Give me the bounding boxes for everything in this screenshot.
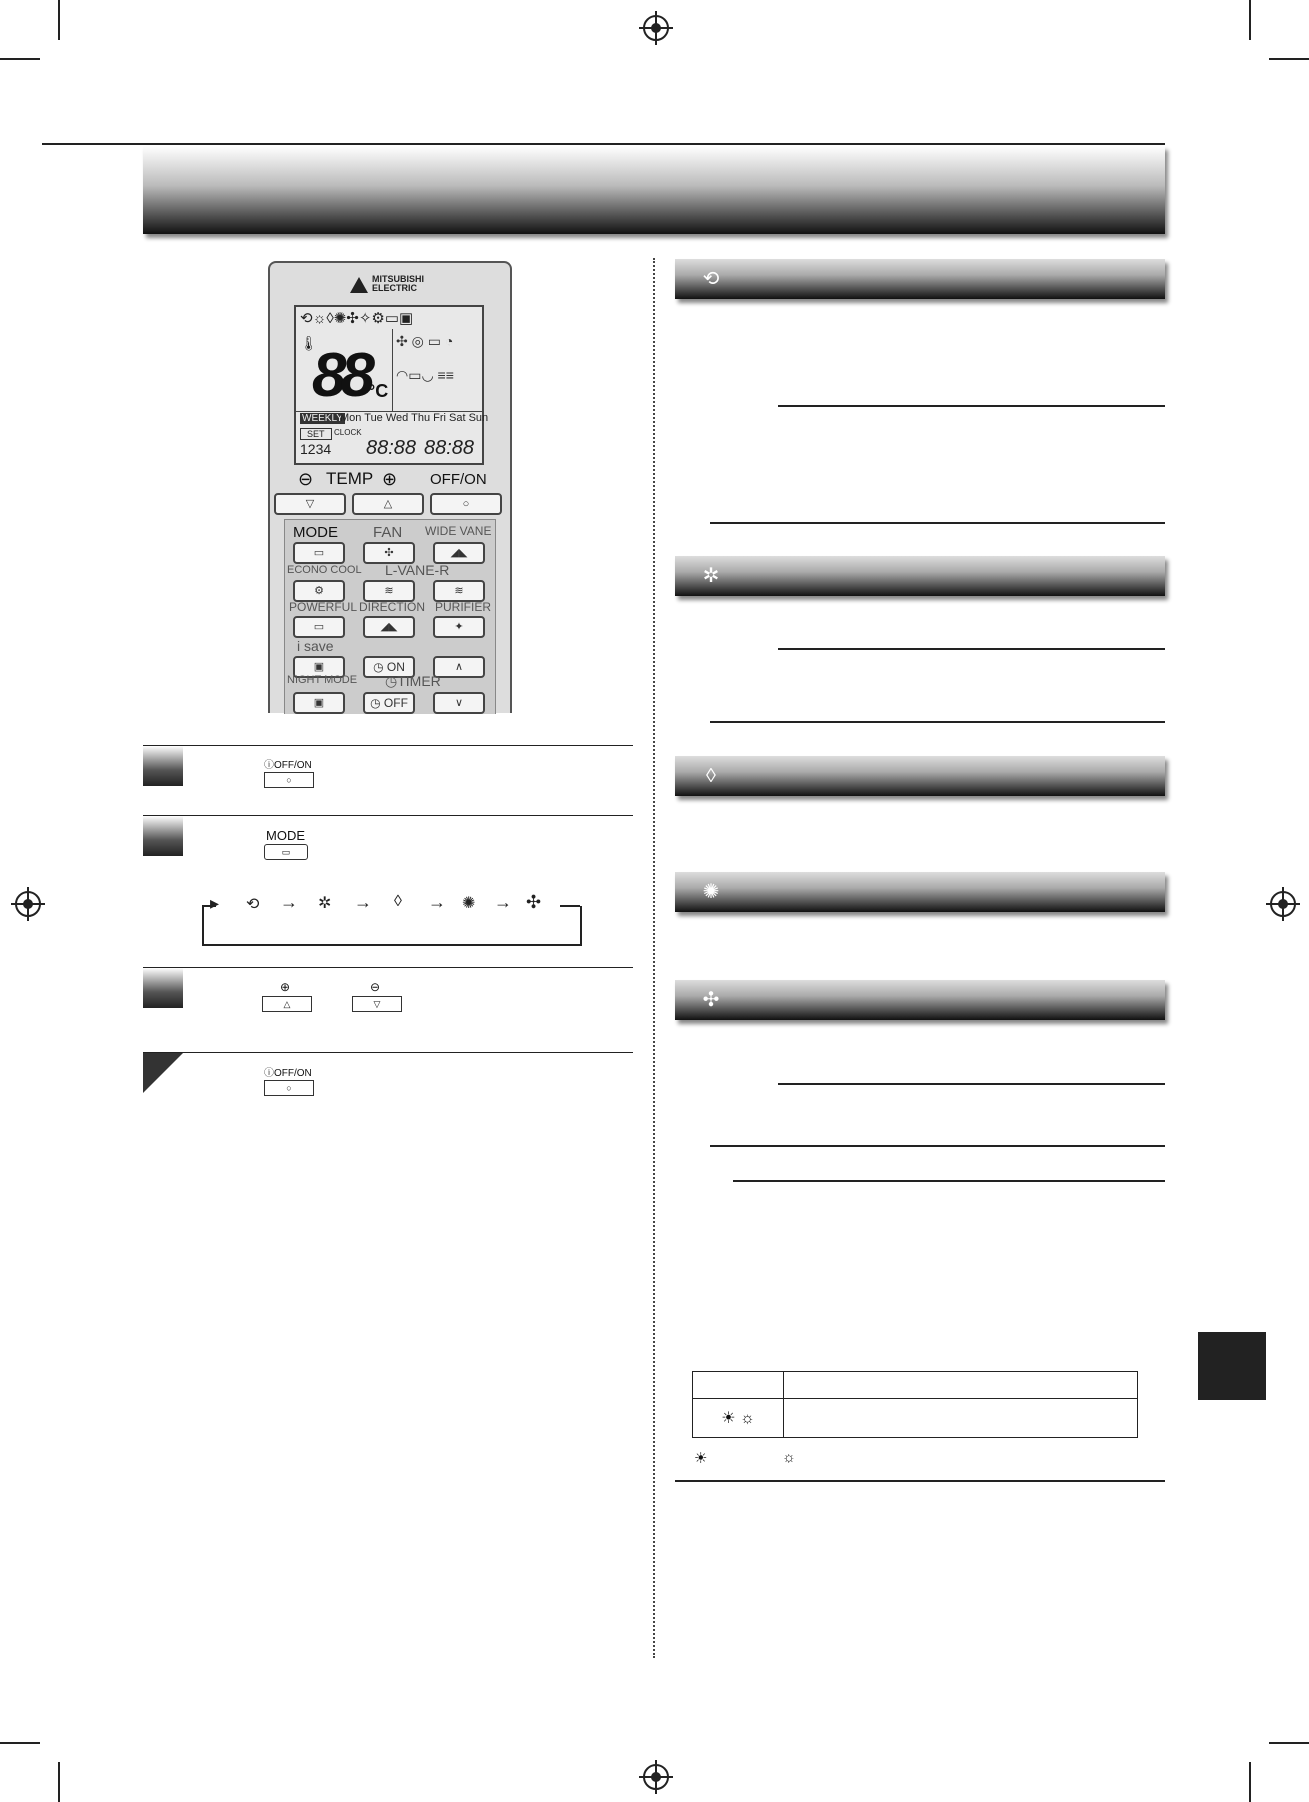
direction-label: DIRECTION [359,600,425,614]
page-thumb-tab [1198,1332,1266,1400]
registration-mark-icon [1270,891,1296,917]
mitsubishi-logo-icon [350,277,368,293]
powerful-label: POWERFUL [289,600,358,614]
lvane-right-button[interactable]: ≋ [433,580,485,602]
step-4-offon-button[interactable]: ○ [264,1080,314,1096]
step-2-button-caption: MODE [266,828,305,843]
isave-label: i save [297,638,334,654]
remote-lower-panel [284,519,496,714]
mode-button[interactable]: ▭ [293,542,345,564]
fan-label: FAN [373,524,403,541]
temp-label: TEMP [326,469,374,488]
auto-mode-icon: ⟲ [246,896,260,913]
timer-up-button[interactable]: ∧ [433,656,485,678]
section-end-rule [675,1480,1165,1482]
step-2-mode-button[interactable]: ▭ [264,844,308,860]
mode-label: MODE [293,524,338,541]
direction-button[interactable]: ◢◣ [363,616,415,638]
arrow-icon: → [354,892,372,912]
step-1-offon-button[interactable]: ○ [264,772,314,788]
registration-mark-icon [643,1764,669,1790]
section-rule [710,721,1165,723]
dry-mode-section-bar [675,756,1165,796]
fan-button[interactable]: ✣ [363,542,415,564]
mode-cycle-top-right [560,905,580,907]
crop-mark [0,58,40,60]
cool-mode-section-bar [675,556,1165,596]
step-3-temp-down-button[interactable]: ▽ [352,996,402,1012]
heat-mode-section-bar [675,872,1165,912]
section-rule [733,1180,1165,1182]
crop-mark [1249,1762,1251,1802]
lcd-unit: °C [368,381,389,401]
lamp-lit-icon: ☀ [721,1410,736,1427]
lcd-vane-icons: ◠▭◡ ≡≡ [396,367,454,383]
timer-label: ◷TIMER [385,673,441,689]
isave-button[interactable]: ▣ [293,656,345,678]
lcd-clock: CLOCK [334,428,362,437]
arrow-icon: → [280,892,298,912]
temp-down-button[interactable]: ▽ [274,493,346,515]
dry-mode-icon: ◊ [394,893,402,910]
registration-mark-icon [15,891,41,917]
fan-mode-icon: ✣ [702,989,720,1011]
fan-mode-icon: ✣ [526,892,542,912]
section-rule [710,522,1165,524]
dry-mode-icon: ◊ [706,765,716,787]
indicator-description-cell [784,1399,1138,1438]
section-rule [778,648,1165,650]
brand-name: MITSUBISHI ELECTRIC [372,274,425,293]
registration-mark-icon [643,15,669,41]
purifier-button[interactable]: ✦ [433,616,485,638]
lamp-blinking-icon: ☼ [782,1449,796,1466]
cool-mode-icon: ✲ [318,895,332,912]
lcd-time-2: 88:88 [424,437,475,459]
purifier-label: PURIFIER [435,600,492,614]
lcd-mode-icons: ⟲☼◊✺✣✧⚙▭▣ [300,310,414,327]
timer-on-text: ON [386,660,405,674]
night-mode-label: NIGHT MODE [287,674,358,686]
remote-controller [268,261,512,713]
lamp-blinking-icon: ☼ [740,1410,755,1427]
heat-mode-icon: ✺ [702,881,720,903]
lcd-nums: 1234 [300,441,332,457]
heat-mode-icon: ✺ [462,895,476,912]
crop-mark [58,1762,60,1802]
powerful-button[interactable]: ▭ [293,616,345,638]
plus-icon: ⊕ [280,980,291,994]
section-rule [778,1083,1165,1085]
econo-cool-label: ECONO COOL [287,564,362,576]
timer-on-button[interactable]: ◷ ON [363,656,415,678]
lcd-temperature: 88 [312,341,369,410]
wide-vane-button[interactable]: ◢◣ [433,542,485,564]
offon-label: OFF/ON [430,471,487,488]
step-rule [143,967,633,968]
indicator-table [692,1371,1138,1438]
step-2-marker [143,816,183,856]
cool-mode-icon: ✲ [702,565,720,587]
temp-plus-icon: ⊕ [382,469,398,489]
section-rule [778,405,1165,407]
step-4-button-caption: ⓘOFF/ON [264,1068,312,1079]
temp-minus-icon: ⊖ [298,469,314,489]
section-rule [710,1145,1165,1147]
lcd-display [294,305,489,465]
econo-cool-button[interactable]: ⚙ [293,580,345,602]
auto-mode-section-bar [675,259,1165,299]
step-rule [143,745,633,746]
lamp-lit-icon: ☀ [694,1450,708,1467]
crop-mark [1249,0,1251,40]
minus-icon: ⊖ [370,980,381,994]
offon-button[interactable]: ○ [430,493,502,515]
timer-down-button[interactable]: ∨ [433,692,485,714]
fan-mode-section-bar [675,980,1165,1020]
crop-mark [58,0,60,40]
step-rule [143,815,633,816]
arrow-icon: → [494,892,512,912]
column-divider [653,258,655,1658]
step-3-temp-up-button[interactable]: △ [262,996,312,1012]
arrow-icon: ▸ [210,893,220,913]
crop-mark [1269,58,1309,60]
thermometer-icon: 🌡 [300,335,318,351]
step-3-marker [143,968,183,1008]
lcd-weekly: WEEKLY [302,413,343,424]
wide-vane-label: WIDE VANE [425,524,492,538]
indicator-table-header-cell [784,1372,1138,1399]
lcd-set: SET [300,428,332,440]
arrow-icon: → [428,892,446,912]
top-rule [42,143,1165,145]
page-header-bar [143,146,1165,234]
timer-off-button[interactable]: ◷ OFF [363,692,415,714]
auto-mode-icon: ⟲ [702,268,720,290]
step-1-marker [143,746,183,786]
lcd-fan-icons: ✣ ◎ ▭ ◔ [396,333,454,349]
step-4-marker [143,1053,183,1093]
night-mode-button[interactable]: ▣ [293,692,345,714]
lcd-days: Mon Tue Wed Thu Fri Sat Sun [340,412,489,424]
lcd-divider [392,329,393,411]
lamp-icons-cell [693,1399,784,1438]
indicator-table-header-cell [693,1372,784,1399]
step-1-button-caption: ⓘOFF/ON [264,760,312,771]
crop-mark [1269,1742,1309,1744]
timer-off-text: OFF [383,696,408,710]
lcd-time: 88:88 [366,437,417,459]
crop-mark [0,1742,40,1744]
lvane-left-button[interactable]: ≋ [363,580,415,602]
lvane-label: L-VANE-R [385,562,450,578]
temp-up-button[interactable]: △ [352,493,424,515]
step-rule [143,1052,633,1053]
